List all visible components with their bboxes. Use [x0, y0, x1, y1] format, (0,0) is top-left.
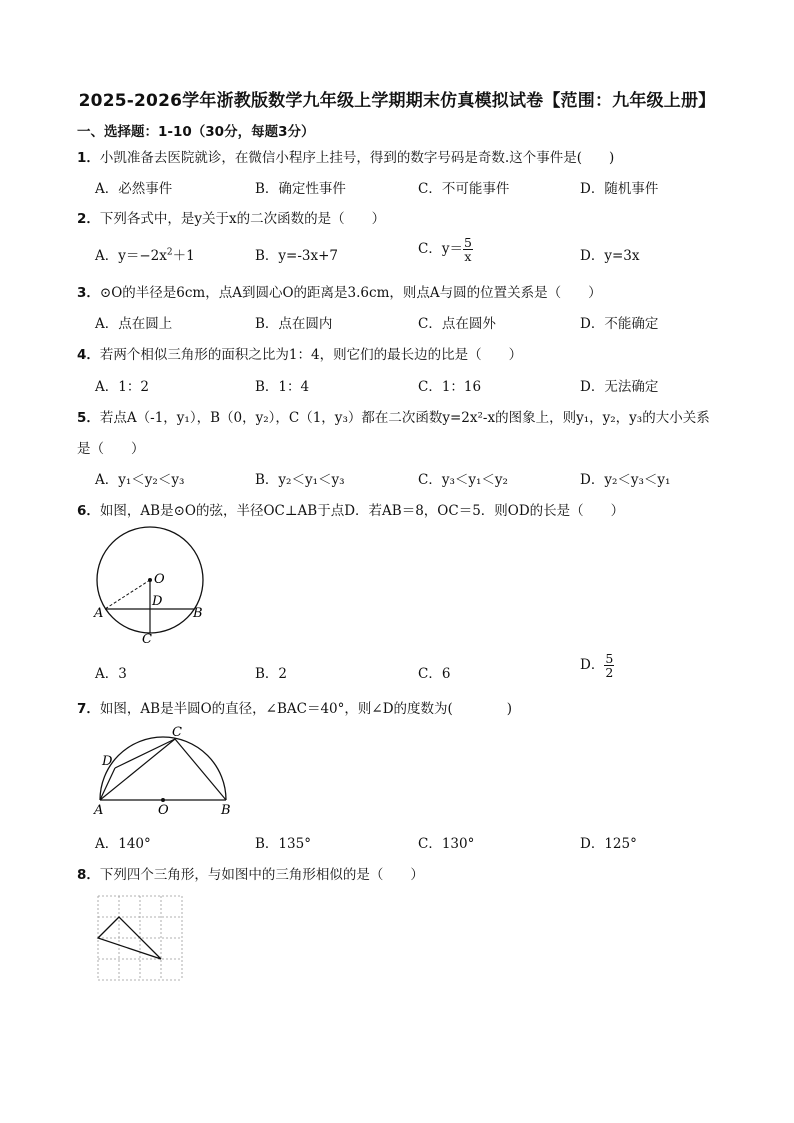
- fraction-numerator: 5: [605, 651, 614, 666]
- q4-option-d: D．无法确定: [580, 379, 659, 395]
- fraction-denominator: 2: [605, 665, 614, 680]
- q7-option-d: D．125°: [580, 836, 637, 852]
- q5-option-a: A．y₁＜y₂＜y₃: [95, 472, 185, 488]
- section-heading: 一、选择题：1-10（30分，每题3分）: [77, 124, 315, 140]
- question-number: 4．: [77, 347, 100, 363]
- fraction-numerator: 5: [463, 235, 472, 250]
- q5-option-b: B．y₂＜y₁＜y₃: [255, 472, 345, 488]
- q2-option-a-exponent: 2: [166, 247, 173, 258]
- q6-option-b: B．2: [255, 666, 288, 682]
- center-point: [148, 578, 152, 582]
- circle-chord-figure: [90, 525, 220, 650]
- q1-option-c: C．不可能事件: [418, 181, 510, 197]
- fraction-denominator: x: [464, 249, 472, 264]
- q1-option-a: A．必然事件: [95, 181, 173, 197]
- question-text: 下列各式中，是y关于x的二次函数的是（ ）: [99, 211, 386, 227]
- question-text: 若两个相似三角形的面积之比为1：4，则它们的最长边的比是（ ）: [99, 347, 523, 363]
- q2-option-c-label: C．y＝: [418, 241, 463, 257]
- segment-oa: [105, 580, 150, 609]
- q2-option-c: [418, 236, 473, 263]
- label-b: B: [193, 606, 203, 621]
- label-a: A: [94, 803, 104, 818]
- question-text: 如图，AB是⊙O的弦，半径OC⊥AB于点D．若AB＝8，OC＝5．则OD的长是（ ）: [99, 503, 625, 519]
- label-o: O: [154, 572, 165, 587]
- q3-option-c: C．点在圆外: [418, 316, 496, 332]
- center-point: [161, 798, 165, 802]
- question-text: ⊙O的半径是6cm，点A到圆心O的距离是3.6cm，则点A与圆的位置关系是（ ）: [99, 285, 602, 301]
- q3-option-a: A．点在圆上: [95, 316, 173, 332]
- label-c: C: [142, 632, 152, 647]
- q7-option-b: B．135°: [255, 836, 311, 852]
- q2-option-b: B．y=-3x+7: [255, 248, 339, 264]
- question-number: 5．: [77, 410, 100, 426]
- semicircle-figure: [88, 722, 238, 822]
- q1-option-b: B．确定性事件: [255, 181, 346, 197]
- q3-option-b: B．点在圆内: [255, 316, 333, 332]
- question-6: [77, 499, 624, 519]
- segment-ac: [100, 739, 175, 800]
- q4-option-c: C．1：16: [418, 379, 482, 395]
- question-3: [77, 281, 602, 301]
- question-number: 8．: [77, 867, 100, 883]
- q2-option-a-tail: ＋1: [172, 248, 195, 264]
- label-b: B: [221, 803, 231, 818]
- question-7: [77, 697, 512, 717]
- question-text: 小凯准备去医院就诊，在微信小程序上挂号，得到的数字号码是奇数.这个事件是( ): [99, 150, 615, 166]
- question-4: [77, 343, 522, 363]
- q2-option-c-fraction: [463, 236, 473, 263]
- question-text: 如图，AB是半圆O的直径，∠BAC＝40°，则∠D的度数为( ): [99, 701, 513, 717]
- q6-option-c: C．6: [418, 666, 451, 682]
- q6-option-d-label: D．: [580, 657, 605, 673]
- question-5-continued: 是（ ）: [77, 441, 145, 457]
- q6-option-a: A．3: [95, 666, 127, 682]
- q4-option-a: A．1：2: [95, 379, 149, 395]
- q5-option-d: D．y₂＜y₃＜y₁: [580, 472, 671, 488]
- label-c: C: [172, 725, 182, 740]
- question-number: 7．: [77, 701, 100, 717]
- question-text: 下列四个三角形，与如图中的三角形相似的是（ ）: [99, 867, 424, 883]
- question-1: [77, 146, 614, 166]
- question-5: [77, 406, 710, 426]
- q2-option-a-label: A．y＝−2x: [95, 248, 167, 264]
- question-number: 6．: [77, 503, 100, 519]
- grid-triangle-figure: [96, 894, 184, 984]
- q4-option-b: B．1：4: [255, 379, 310, 395]
- question-number: 1．: [77, 150, 100, 166]
- label-o: O: [158, 803, 169, 818]
- label-d: D: [102, 754, 113, 769]
- q3-option-d: D．不能确定: [580, 316, 659, 332]
- question-8: [77, 863, 424, 883]
- label-a: A: [94, 606, 104, 621]
- question-2: [77, 207, 385, 227]
- label-d: D: [152, 594, 163, 609]
- question-text: 若点A（-1，y₁），B（0，y₂），C（1，y₃）都在二次函数y=2x²-x的图象上，则y₁，y₂，y₃的大小关系: [99, 410, 710, 426]
- q5-option-c: C．y₃＜y₁＜y₂: [418, 472, 508, 488]
- question-number: 2．: [77, 211, 100, 227]
- semicircle-arc: [100, 737, 226, 800]
- q1-option-d: D．随机事件: [580, 181, 659, 197]
- q6-option-d-fraction: [604, 652, 614, 679]
- q7-option-a: A．140°: [95, 836, 151, 852]
- q6-option-d: [580, 652, 614, 679]
- q7-option-c: C．130°: [418, 836, 475, 852]
- question-number: 3．: [77, 285, 100, 301]
- q2-option-d: D．y=3x: [580, 248, 640, 264]
- exam-title: 2025-2026学年浙教版数学九年级上学期期末仿真模拟试卷【范围：九年级上册】: [78, 91, 716, 111]
- q2-option-a: [95, 244, 195, 264]
